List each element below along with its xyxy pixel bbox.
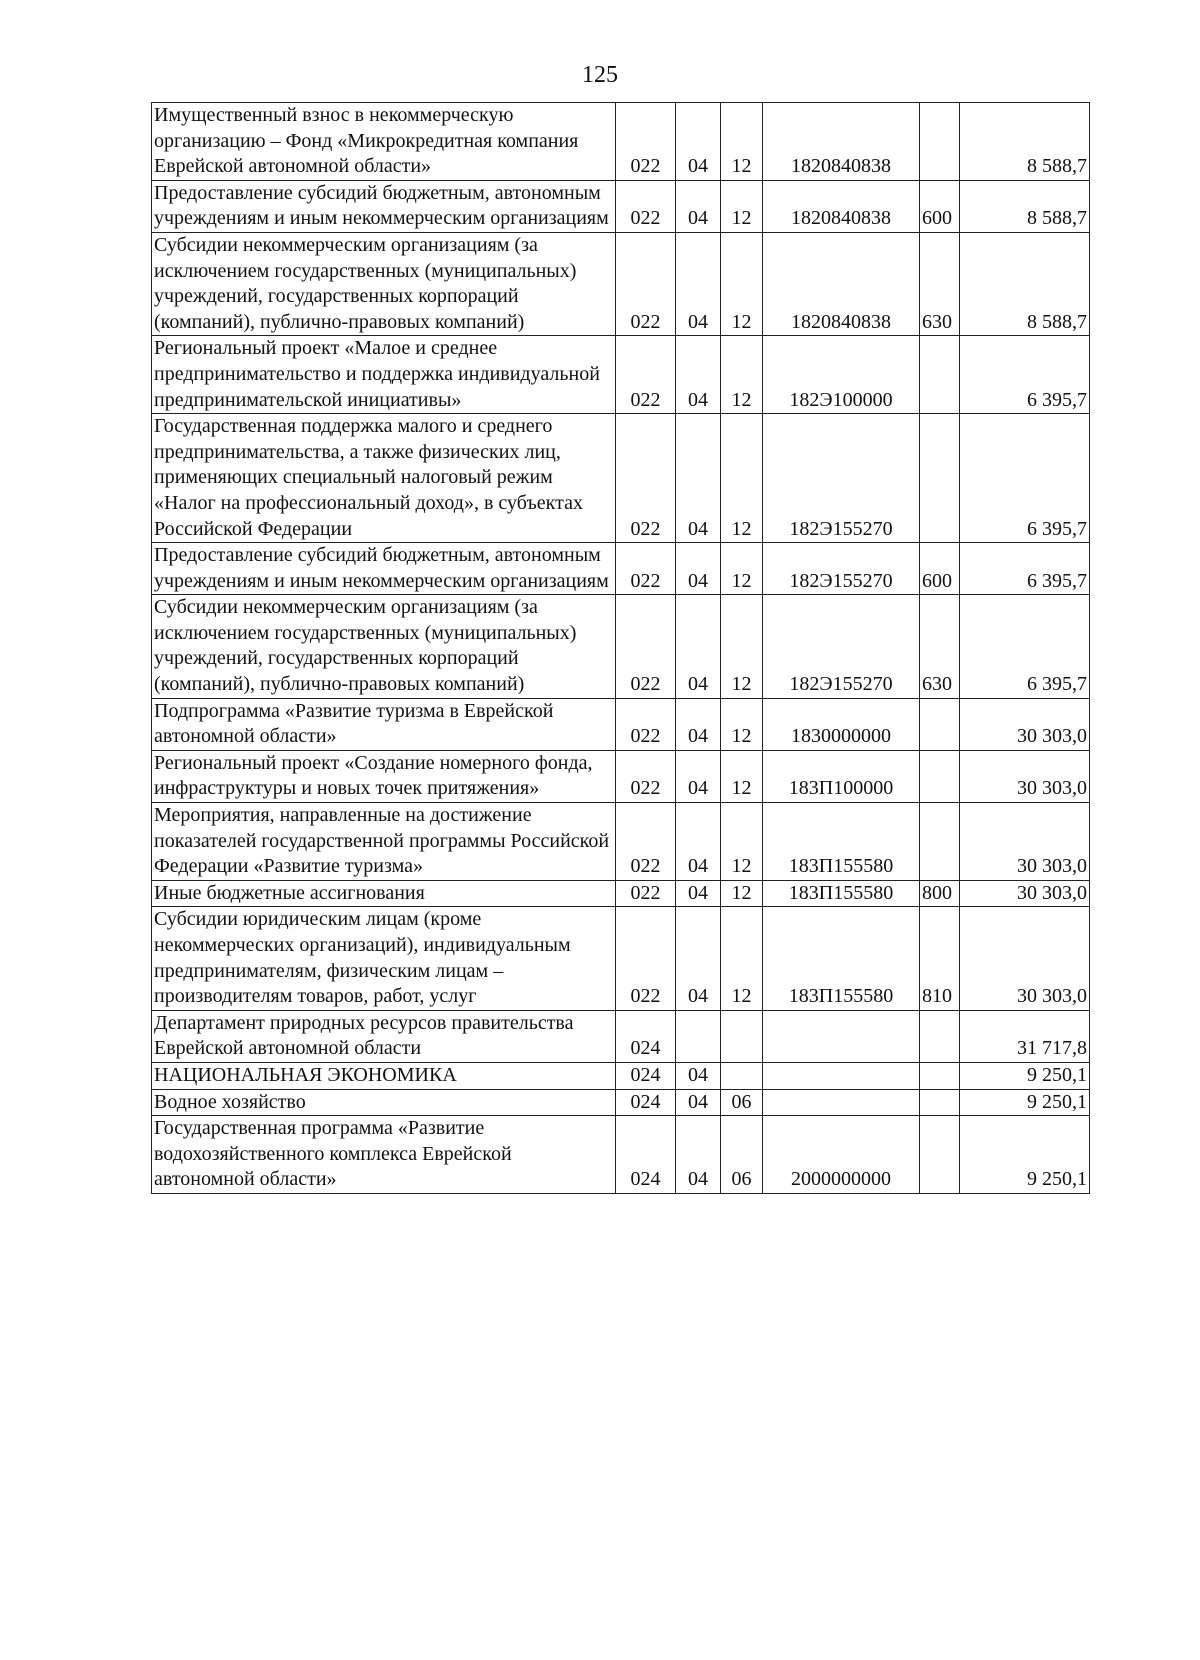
row-grbs-code: 024 <box>616 1010 676 1062</box>
row-amount: 30 303,0 <box>960 803 1090 881</box>
row-section-code: 04 <box>676 103 721 181</box>
row-name: Субсидии некоммерческим организациям (за исключением государственных (муниципальных) учреждений, государственных корпораций (компаний), публично-правовых компаний) <box>152 232 616 335</box>
table-row <box>152 103 1090 181</box>
row-amount: 31 717,8 <box>960 1010 1090 1062</box>
row-grbs-code: 024 <box>616 1116 676 1194</box>
row-target-article-code: 182Э100000 <box>763 336 920 414</box>
row-expense-type-code <box>920 1010 960 1062</box>
row-amount: 8 588,7 <box>960 180 1090 232</box>
row-grbs-code: 022 <box>616 180 676 232</box>
row-target-article-code: 183П155580 <box>763 880 920 907</box>
row-name: Субсидии юридическим лицам (кроме некоммерческих организаций), индивидуальным предпринимателям, физическим лицам – производителям товаров, работ, услуг <box>152 907 616 1010</box>
table-row <box>152 907 1090 1010</box>
row-section-code: 04 <box>676 232 721 335</box>
row-section-code: 04 <box>676 907 721 1010</box>
row-amount: 8 588,7 <box>960 232 1090 335</box>
row-amount: 6 395,7 <box>960 543 1090 595</box>
row-grbs-code: 022 <box>616 907 676 1010</box>
row-subsection-code: 06 <box>721 1089 763 1116</box>
table-row <box>152 1010 1090 1062</box>
row-name: Департамент природных ресурсов правительства Еврейской автономной области <box>152 1010 616 1062</box>
row-name: Иные бюджетные ассигнования <box>152 880 616 907</box>
row-name: Государственная поддержка малого и среднего предпринимательства, а также физических лиц, применяющих специальный налоговый режим «Налог на профессиональный доход», в субъектах Российской Федерации <box>152 414 616 543</box>
row-grbs-code: 022 <box>616 803 676 881</box>
row-subsection-code: 12 <box>721 803 763 881</box>
table-row <box>152 232 1090 335</box>
row-subsection-code: 12 <box>721 180 763 232</box>
row-amount: 30 303,0 <box>960 907 1090 1010</box>
row-amount: 30 303,0 <box>960 750 1090 802</box>
row-name: Подпрограмма «Развитие туризма в Еврейской автономной области» <box>152 698 616 750</box>
row-expense-type-code: 800 <box>920 880 960 907</box>
table-row <box>152 595 1090 698</box>
row-grbs-code: 022 <box>616 414 676 543</box>
row-expense-type-code <box>920 103 960 181</box>
row-target-article-code: 2000000000 <box>763 1116 920 1194</box>
row-expense-type-code: 600 <box>920 180 960 232</box>
row-name: Государственная программа «Развитие водохозяйственного комплекса Еврейской автономной области» <box>152 1116 616 1194</box>
row-amount: 6 395,7 <box>960 336 1090 414</box>
row-amount: 9 250,1 <box>960 1062 1090 1089</box>
row-name: Региональный проект «Малое и среднее предпринимательство и поддержка индивидуальной предпринимательской инициативы» <box>152 336 616 414</box>
table-row <box>152 803 1090 881</box>
row-subsection-code <box>721 1062 763 1089</box>
row-name: НАЦИОНАЛЬНАЯ ЭКОНОМИКА <box>152 1062 616 1089</box>
row-expense-type-code <box>920 1062 960 1089</box>
row-grbs-code: 022 <box>616 595 676 698</box>
row-amount: 9 250,1 <box>960 1089 1090 1116</box>
row-subsection-code: 12 <box>721 414 763 543</box>
row-expense-type-code <box>920 336 960 414</box>
row-section-code: 04 <box>676 880 721 907</box>
row-section-code: 04 <box>676 1089 721 1116</box>
row-expense-type-code <box>920 1089 960 1116</box>
table-row <box>152 543 1090 595</box>
row-subsection-code: 12 <box>721 543 763 595</box>
row-subsection-code: 12 <box>721 880 763 907</box>
row-amount: 30 303,0 <box>960 698 1090 750</box>
row-expense-type-code: 630 <box>920 232 960 335</box>
row-expense-type-code <box>920 698 960 750</box>
row-name: Региональный проект «Создание номерного фонда, инфраструктуры и новых точек притяжения» <box>152 750 616 802</box>
row-amount: 9 250,1 <box>960 1116 1090 1194</box>
row-amount: 6 395,7 <box>960 595 1090 698</box>
row-grbs-code: 024 <box>616 1062 676 1089</box>
row-name: Предоставление субсидий бюджетным, автономным учреждениям и иным некоммерческим организациям <box>152 543 616 595</box>
row-subsection-code: 12 <box>721 595 763 698</box>
row-section-code: 04 <box>676 336 721 414</box>
row-section-code: 04 <box>676 1062 721 1089</box>
row-section-code: 04 <box>676 543 721 595</box>
page-number: 125 <box>582 62 618 88</box>
row-section-code: 04 <box>676 595 721 698</box>
row-target-article-code: 182Э155270 <box>763 543 920 595</box>
row-subsection-code: 12 <box>721 907 763 1010</box>
row-expense-type-code <box>920 414 960 543</box>
row-expense-type-code <box>920 1116 960 1194</box>
row-subsection-code: 12 <box>721 750 763 802</box>
row-section-code: 04 <box>676 414 721 543</box>
row-expense-type-code <box>920 803 960 881</box>
row-target-article-code <box>763 1062 920 1089</box>
table-row <box>152 414 1090 543</box>
row-amount: 6 395,7 <box>960 414 1090 543</box>
row-grbs-code: 022 <box>616 698 676 750</box>
row-grbs-code: 022 <box>616 232 676 335</box>
row-grbs-code: 022 <box>616 543 676 595</box>
row-section-code: 04 <box>676 750 721 802</box>
row-target-article-code: 183П155580 <box>763 803 920 881</box>
row-grbs-code: 022 <box>616 336 676 414</box>
row-target-article-code: 183П100000 <box>763 750 920 802</box>
row-section-code: 04 <box>676 803 721 881</box>
row-target-article-code <box>763 1089 920 1116</box>
table-row <box>152 180 1090 232</box>
row-amount: 30 303,0 <box>960 880 1090 907</box>
table-row <box>152 1062 1090 1089</box>
row-grbs-code: 022 <box>616 103 676 181</box>
row-grbs-code: 022 <box>616 750 676 802</box>
row-target-article-code: 1820840838 <box>763 180 920 232</box>
row-target-article-code: 1830000000 <box>763 698 920 750</box>
row-subsection-code: 06 <box>721 1116 763 1194</box>
table-row <box>152 698 1090 750</box>
row-expense-type-code: 810 <box>920 907 960 1010</box>
row-subsection-code: 12 <box>721 103 763 181</box>
row-amount: 8 588,7 <box>960 103 1090 181</box>
row-name: Водное хозяйство <box>152 1089 616 1116</box>
row-target-article-code: 183П155580 <box>763 907 920 1010</box>
table-row <box>152 1089 1090 1116</box>
table-row <box>152 1116 1090 1194</box>
row-target-article-code: 182Э155270 <box>763 595 920 698</box>
row-subsection-code: 12 <box>721 336 763 414</box>
row-target-article-code <box>763 1010 920 1062</box>
row-name: Имущественный взнос в некоммерческую организацию – Фонд «Микрокредитная компания Еврейской автономной области» <box>152 103 616 181</box>
row-expense-type-code <box>920 750 960 802</box>
row-target-article-code: 182Э155270 <box>763 414 920 543</box>
row-section-code: 04 <box>676 698 721 750</box>
budget-table-body <box>152 103 1090 1194</box>
row-subsection-code: 12 <box>721 232 763 335</box>
row-name: Субсидии некоммерческим организациям (за исключением государственных (муниципальных) учреждений, государственных корпораций (компаний), публично-правовых компаний) <box>152 595 616 698</box>
row-name: Предоставление субсидий бюджетным, автономным учреждениям и иным некоммерческим организациям <box>152 180 616 232</box>
row-expense-type-code: 600 <box>920 543 960 595</box>
row-subsection-code <box>721 1010 763 1062</box>
row-subsection-code: 12 <box>721 698 763 750</box>
row-section-code <box>676 1010 721 1062</box>
row-target-article-code: 1820840838 <box>763 232 920 335</box>
table-row <box>152 750 1090 802</box>
row-section-code: 04 <box>676 180 721 232</box>
row-expense-type-code: 630 <box>920 595 960 698</box>
row-name: Мероприятия, направленные на достижение показателей государственной программы Российской Федерации «Развитие туризма» <box>152 803 616 881</box>
table-row <box>152 336 1090 414</box>
table-row <box>152 880 1090 907</box>
row-grbs-code: 024 <box>616 1089 676 1116</box>
row-target-article-code: 1820840838 <box>763 103 920 181</box>
budget-table <box>151 102 1090 1194</box>
row-grbs-code: 022 <box>616 880 676 907</box>
row-section-code: 04 <box>676 1116 721 1194</box>
